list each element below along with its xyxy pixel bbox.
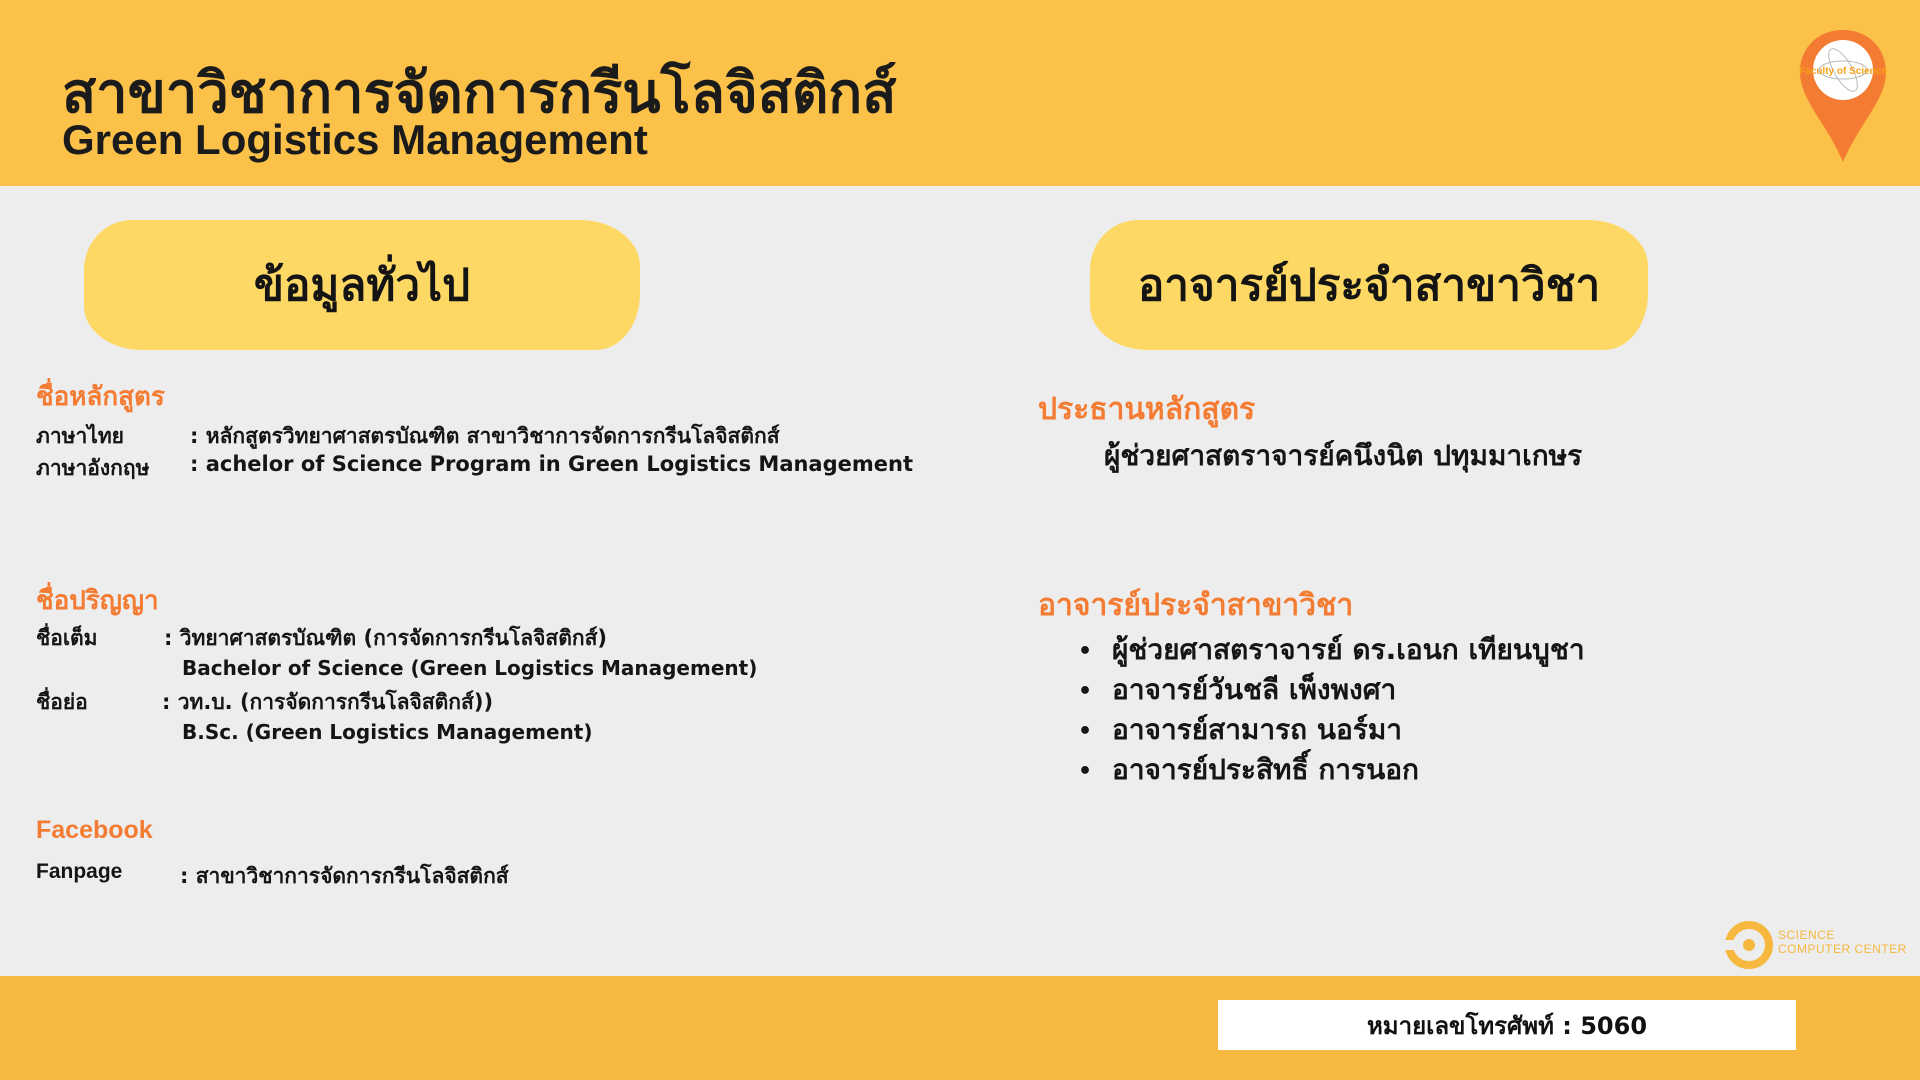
program-thai-value: : หลักสูตรวิทยาศาสตรบัณฑิต สาขาวิชาการจัดการกรีนโลจิสติกส์ — [190, 424, 780, 448]
faculty-list-item: • อาจารย์วันชลี เพ็งพงศา — [1078, 673, 1397, 706]
degree-full-label: ชื่อเต็ม — [36, 626, 98, 650]
bullet-icon: • — [1078, 758, 1093, 784]
degree-short-row — [36, 686, 796, 712]
degree-short-value-thai: : วท.บ. (การจัดการกรีนโลจิสติกส์)) — [162, 690, 494, 714]
degree-name-heading: ชื่อปริญญา — [36, 586, 159, 616]
bullet-icon: • — [1078, 678, 1093, 704]
phone-number: หมายเลขโทรศัพท์ : 5060 — [1366, 1011, 1648, 1040]
faculty-list-item: • อาจารย์ประสิทธิ์ การนอก — [1078, 753, 1419, 786]
scc-brand-text: SCIENCE COMPUTER CENTER — [1778, 928, 1907, 956]
page-title-english: Green Logistics Management — [62, 116, 648, 163]
general-info-label: ข้อมูลทั่วไป — [253, 260, 471, 311]
program-thai-row — [36, 420, 856, 446]
program-thai-label: ภาษาไทย — [36, 424, 124, 448]
faculty-list-item: • อาจารย์สามารถ นอร์มา — [1078, 713, 1403, 746]
location-pin-logo-icon — [1796, 26, 1890, 166]
science-computer-center-logo — [1722, 918, 1912, 974]
program-chair-heading: ประธานหลักสูตร — [1038, 392, 1256, 427]
fanpage-link[interactable]: : สาขาวิชาการจัดการกรีนโลจิสติกส์ — [180, 864, 509, 888]
faculty-heading: อาจารย์ประจำสาขาวิชา — [1038, 588, 1354, 623]
page-title-thai: สาขาวิชาการจัดการกรีนโลจิสติกส์ — [62, 61, 897, 126]
degree-full-row — [36, 622, 796, 648]
phone-number-box — [1218, 1000, 1796, 1050]
program-english-label: ภาษาอังกฤษ — [36, 456, 150, 480]
header-banner — [0, 0, 1920, 186]
bullet-icon: • — [1078, 638, 1093, 664]
degree-full-value-english: Bachelor of Science (Green Logistics Management) — [182, 656, 758, 680]
faculty-list-item: • ผู้ช่วยศาสตราจารย์ ดร.เอนก เทียนบูชา — [1078, 633, 1585, 666]
program-english-row — [36, 452, 913, 480]
program-chair-name: ผู้ช่วยศาสตราจารย์คนึงนิต ปทุมมาเกษร — [1104, 439, 1583, 472]
faculty-pill-label: อาจารย์ประจำสาขาวิชา — [1137, 260, 1601, 311]
facebook-heading: Facebook — [36, 816, 153, 844]
general-info-pill — [84, 220, 640, 350]
degree-full-value-thai: : วิทยาศาสตรบัณฑิต (การจัดการกรีนโลจิสติกส์) — [164, 626, 607, 650]
fanpage-label: Fanpage — [36, 860, 123, 883]
faculty-pill — [1090, 220, 1648, 350]
bullet-icon: • — [1078, 718, 1093, 744]
program-name-heading: ชื่อหลักสูตร — [36, 382, 165, 412]
logo-text: Faculty of Science — [1799, 66, 1887, 77]
program-english-value: : achelor of Science Program in Green Logistics Management — [190, 452, 913, 476]
degree-short-value-english: B.Sc. (Green Logistics Management) — [182, 720, 593, 744]
fanpage-row[interactable] — [36, 860, 736, 886]
degree-short-label: ชื่อย่อ — [36, 690, 88, 714]
scc-ring-icon — [1722, 918, 1776, 972]
